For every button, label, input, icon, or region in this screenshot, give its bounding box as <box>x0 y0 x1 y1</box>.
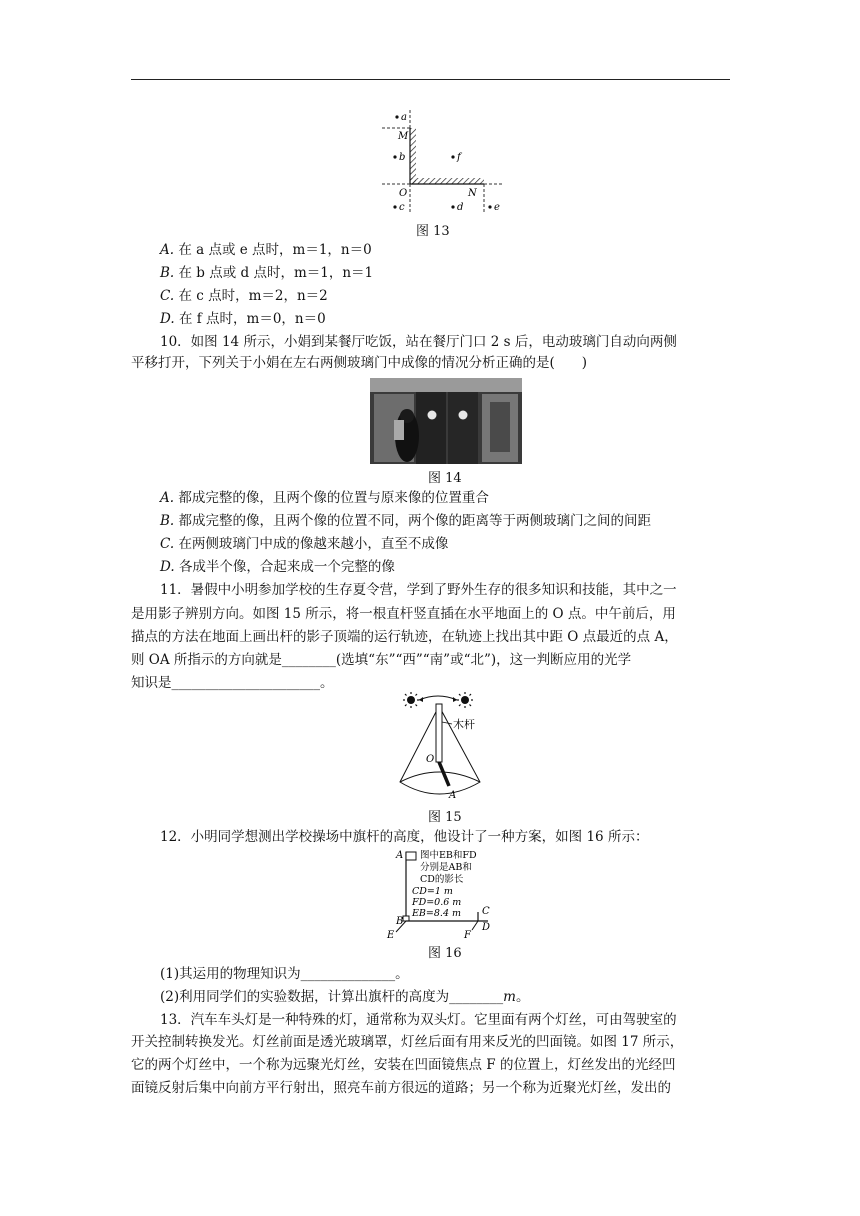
point-d <box>451 205 454 208</box>
q13-line1: 13．汽车车头灯是一种特殊的灯，通常称为双头灯。它里面有两个灯丝，可由驾驶室的 <box>160 1012 677 1028</box>
label-A: A <box>396 850 404 861</box>
point-a <box>395 115 398 118</box>
figure-13 <box>380 108 510 218</box>
point-c <box>393 205 396 208</box>
label-e: e <box>494 202 500 213</box>
q10-line2: 平移打开，下列关于小娟在左右两侧玻璃门中成像的情况分析正确的是( ) <box>131 355 588 371</box>
flag <box>406 852 416 860</box>
point-e <box>488 205 491 208</box>
figure-14-photo <box>370 378 522 464</box>
label-D: D <box>482 922 491 933</box>
q11-line1: 11．暑假中小明参加学校的生存夏令营，学到了野外生存的很多知识和技能，其中之一 <box>160 582 677 598</box>
sun-path-arc <box>419 696 457 700</box>
q13-line2: 开关控制转换发光。灯丝前面是透光玻璃罩，灯丝后面有用来反光的凹面镜。如图 17 所示， <box>131 1034 684 1050</box>
label-E: E <box>387 930 395 940</box>
label-B: B <box>396 916 404 927</box>
q9-option-d: D. 在 f 点时，m＝0，n＝0 <box>160 311 326 327</box>
caption-fig13: 图 13 <box>416 224 450 239</box>
mirror-vertical-hatch <box>410 128 416 184</box>
note-line2: 分别是AB和 <box>420 862 472 873</box>
label-M: M <box>398 131 409 142</box>
q13-line3: 它的两个灯丝中，一个称为远聚光灯丝，安装在凹面镜焦点 F 的位置上，灯丝发出的光经凹 <box>131 1057 676 1073</box>
q12-sub2: (2)利用同学们的实验数据，计算出旗杆的高度为________m。 <box>160 989 530 1005</box>
q10-option-d: D. 各成半个像，合起来成一个完整的像 <box>160 559 395 575</box>
label-O: O <box>426 754 435 765</box>
q10-option-c: C. 在两侧玻璃门中成的像越来越小，直至不成像 <box>160 536 449 552</box>
mirror-horizontal-hatch <box>410 178 484 184</box>
note-FD: FD=0.6 m <box>412 897 462 908</box>
q11-line3: 描点的方法在地面上画出杆的影子顶端的运行轨迹，在轨迹上找出其中距 O 点最近的点 A， <box>131 629 678 645</box>
label-A: A <box>449 790 457 801</box>
figure-16 <box>384 844 504 940</box>
q11-line5: 知识是______________________。 <box>131 675 334 691</box>
note-CD: CD=1 m <box>412 886 453 897</box>
q12-sub1: (1)其运用的物理知识为______________。 <box>160 966 409 982</box>
figure-15 <box>392 690 522 802</box>
q11-line2: 是用影子辨别方向。如图 15 所示，将一根直杆竖直插在水平地面上的 O 点。中午前后，用 <box>131 606 676 622</box>
caption-fig14: 图 14 <box>428 471 462 486</box>
note-line1: 图中EB和FD <box>420 850 477 861</box>
point-b <box>393 155 396 158</box>
q10-option-a: A. 都成完整的像，且两个像的位置与原来像的位置重合 <box>160 490 489 506</box>
sun-icon-left <box>403 692 419 708</box>
label-F: F <box>464 930 471 940</box>
caption-fig16: 图 16 <box>428 946 462 961</box>
pole <box>436 704 442 762</box>
label-f: f <box>457 152 461 163</box>
point-f <box>451 155 454 158</box>
q11-line4: 则 OA 所指示的方向就是________(选填“东”“西”“南”或“北”)，这一判断应用的光学 <box>131 652 632 668</box>
q10-line1: 10．如图 14 所示，小娟到某餐厅吃饭，站在餐厅门口 2 s 后，电动玻璃门自动向两侧 <box>160 334 677 350</box>
q13-line4: 面镜反射后集中向前方平行射出，照亮车前方很远的道路；另一个称为近聚光灯丝，发出的 <box>131 1080 671 1096</box>
label-a: a <box>401 112 407 123</box>
label-O: O <box>399 188 408 199</box>
label-pole: 木杆 <box>453 718 475 731</box>
note-EB: EB=8.4 m <box>412 908 462 919</box>
label-b: b <box>399 152 406 163</box>
caption-fig15: 图 15 <box>428 810 462 825</box>
note-line3: CD的影长 <box>420 874 464 885</box>
label-d: d <box>457 202 464 213</box>
shadow-FD <box>472 921 478 930</box>
label-C: C <box>482 906 490 917</box>
q9-option-c: C. 在 c 点时，m＝2，n＝2 <box>160 288 328 304</box>
header-rule <box>131 79 730 80</box>
label-N: N <box>468 188 477 199</box>
q10-option-b: B. 都成完整的像，且两个像的位置不同，两个像的距离等于两侧玻璃门之间的间距 <box>160 513 652 529</box>
label-c: c <box>399 202 405 213</box>
sun-icon-right <box>457 692 473 708</box>
q9-option-b: B. 在 b 点或 d 点时，m＝1，n＝1 <box>160 265 374 281</box>
q12-line1: 12．小明同学想测出学校操场中旗杆的高度，他设计了一种方案，如图 16 所示： <box>160 829 649 845</box>
q9-option-a: A. 在 a 点或 e 点时，m＝1，n＝0 <box>160 242 372 258</box>
